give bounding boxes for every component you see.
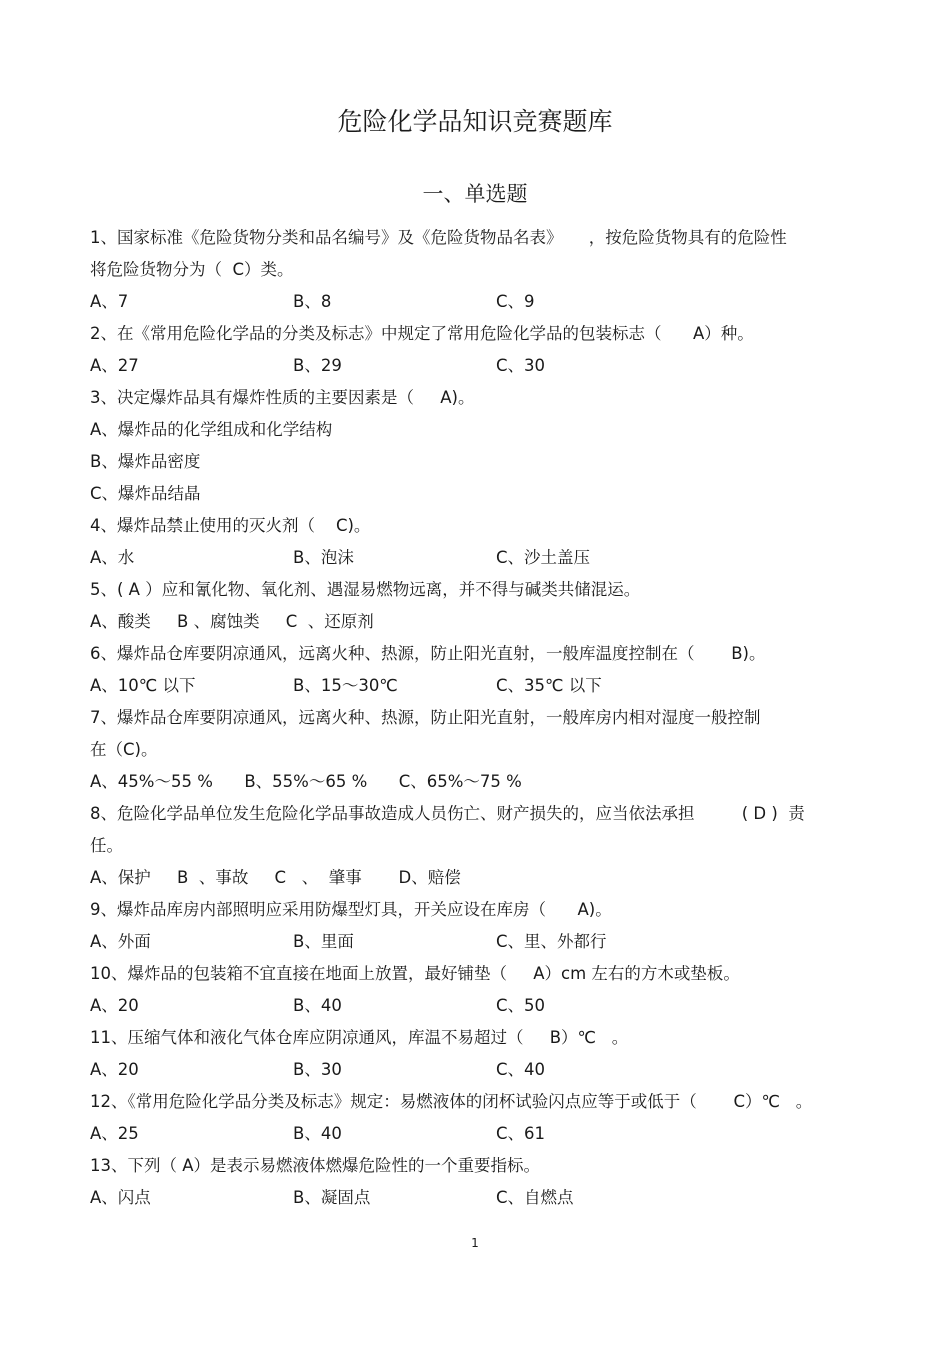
option-b: B、里面 <box>293 932 354 951</box>
option-c: C、9 <box>496 292 535 311</box>
option-c: C、61 <box>496 1124 546 1143</box>
question-list <box>90 222 865 1214</box>
question-12-text: 12、《常用危险化学品分类及标志》规定：易燃液体的闭杯试验闪点应等于或低于（ C）℃ 。 <box>90 1092 813 1111</box>
question-8-text: 8、危险化学品单位发生危险化学品事故造成人员伤亡、财产损失的，应当依法承担 ( D ) 责 <box>90 804 805 823</box>
option-b: B、29 <box>293 356 342 375</box>
question-9-text: 9、爆炸品库房内部照明应采用防爆型灯具，开关应设在库房（ A)。 <box>90 900 612 919</box>
option-b: B、凝固点 <box>293 1188 371 1207</box>
question-5-text: 5、( A ）应和氰化物、氧化剂、遇湿易燃物远离，并不得与碱类共储混运。 <box>90 580 641 599</box>
question-2-text: 2、在《常用危险化学品的分类及标志》中规定了常用危险化学品的包装标志（ A）种。 <box>90 324 754 343</box>
question-5-options: A、酸类 B 、腐蚀类 C 、还原剂 <box>90 612 374 631</box>
question-10-text: 10、爆炸品的包装箱不宜直接在地面上放置，最好铺垫（ A）cm 左右的方木或垫板。 <box>90 964 740 983</box>
option-a: A、闪点 <box>90 1188 151 1207</box>
question-1-options <box>90 286 865 318</box>
option-a: A、27 <box>90 356 139 375</box>
option-a: A、20 <box>90 996 139 1015</box>
option-c: C、35℃ 以下 <box>496 676 602 695</box>
question-13-text: 13、下列（ A）是表示易燃液体燃爆危险性的一个重要指标。 <box>90 1156 541 1175</box>
page-number: 1 <box>471 1236 479 1250</box>
option-c: C、自燃点 <box>496 1188 574 1207</box>
question-10-options <box>90 990 865 1022</box>
question-6-text: 6、爆炸品仓库要阴凉通风，远离火种、热源，防止阳光直射，一般库温度控制在（ B)。 <box>90 644 766 663</box>
question-3-text: 3、决定爆炸品具有爆炸性质的主要因素是（ A)。 <box>90 388 475 407</box>
option-a: A、20 <box>90 1060 139 1079</box>
page-title: 危险化学品知识竞赛题库 <box>337 107 613 136</box>
question-4-options <box>90 542 865 574</box>
option-c: C、里、外都行 <box>496 932 607 951</box>
option-b: B、15～30℃ <box>293 676 398 695</box>
question-4-text: 4、爆炸品禁止使用的灭火剂（ C)。 <box>90 516 371 535</box>
question-6-options <box>90 670 865 702</box>
option-a: A、7 <box>90 292 129 311</box>
question-1-text-cont: 将危险货物分为（ C）类。 <box>90 260 294 279</box>
question-8-text-cont: 任。 <box>90 836 123 855</box>
option-b: B、40 <box>293 1124 342 1143</box>
option-a: A、10℃ 以下 <box>90 676 196 695</box>
option-c: C、沙土盖压 <box>496 548 591 567</box>
question-2-options <box>90 350 865 382</box>
option-a: A、外面 <box>90 932 151 951</box>
option-b: B、30 <box>293 1060 342 1079</box>
question-7-options: A、45%～55 % B、55%～65 % C、65%～75 % <box>90 772 522 791</box>
question-13-options <box>90 1182 865 1214</box>
question-11-text: 11、压缩气体和液化气体仓库应阴凉通风，库温不易超过（ B）℃ 。 <box>90 1028 629 1047</box>
option-a: A、爆炸品的化学组成和化学结构 <box>90 420 333 439</box>
question-1-text: 1、国家标准《危险货物分类和品名编号》及《危险货物品名表》 ，按危险货物具有的危险性 <box>90 228 787 247</box>
option-c: C、30 <box>496 356 546 375</box>
question-9-options <box>90 926 865 958</box>
question-8-options: A、保护 B 、事故 C 、 肇事 D、赔偿 <box>90 868 461 887</box>
option-c: C、50 <box>496 996 546 1015</box>
option-b: B、40 <box>293 996 342 1015</box>
question-7-text: 7、爆炸品仓库要阴凉通风，远离火种、热源，防止阳光直射，一般库房内相对湿度一般控制 <box>90 708 761 727</box>
option-b: B、爆炸品密度 <box>90 452 201 471</box>
option-c: C、爆炸品结晶 <box>90 484 201 503</box>
option-a: A、水 <box>90 548 135 567</box>
option-b: B、8 <box>293 292 332 311</box>
option-b: B、泡沫 <box>293 548 354 567</box>
question-12-options <box>90 1118 865 1150</box>
question-11-options <box>90 1054 865 1086</box>
question-7-text-cont: 在（C)。 <box>90 740 158 759</box>
option-c: C、40 <box>496 1060 546 1079</box>
section-heading: 一、单选题 <box>422 182 528 206</box>
option-a: A、25 <box>90 1124 139 1143</box>
